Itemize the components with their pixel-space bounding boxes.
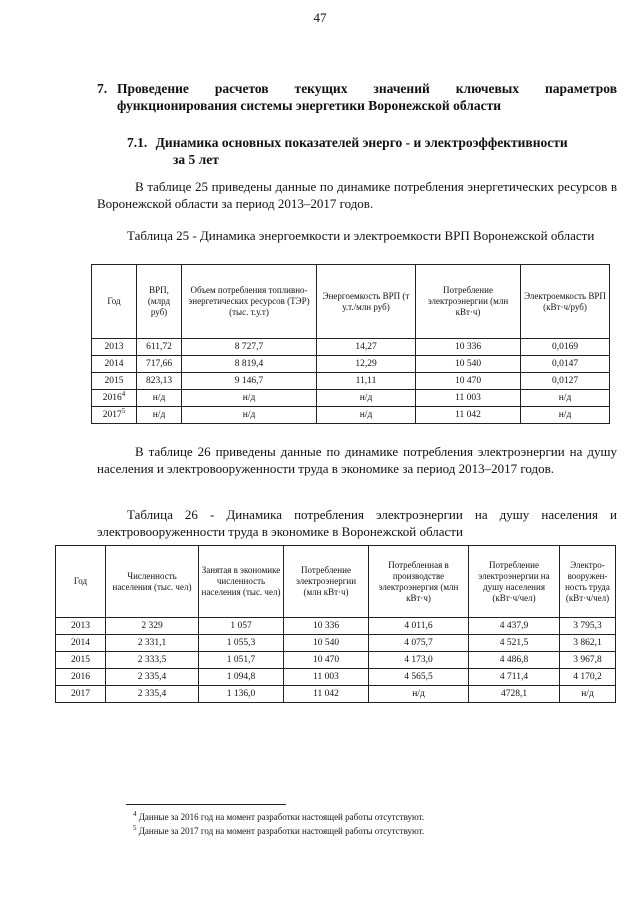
footnote-text: Данные за 2017 год на момент разработки настоящей работы отсутствуют.	[138, 826, 425, 836]
t25-energy: 11,11	[317, 373, 416, 390]
table-25	[91, 264, 610, 424]
t25-year: 2015	[92, 373, 137, 390]
t26-year: 2017	[56, 686, 106, 703]
t26-per-capita: 4 486,8	[469, 652, 560, 669]
t26-production: н/д	[369, 686, 469, 703]
footnote-mark: 5	[133, 824, 137, 832]
t26-production: 4 173,0	[369, 652, 469, 669]
t26-employed: 1 136,0	[199, 686, 284, 703]
t26-header-year: Год	[56, 546, 106, 618]
t25-vrp: 823,13	[137, 373, 182, 390]
table-row	[92, 407, 610, 424]
t26-header-population: Численность населения (тыс. чел)	[106, 546, 199, 618]
footnote-4	[133, 812, 424, 823]
t25-elec: 10 540	[416, 356, 521, 373]
t25-header-ter: Объем потребления топливно-энергетических ресурсов (ТЭР) (тыс. т.у.т)	[182, 265, 317, 339]
t25-vrp: 611,72	[137, 339, 182, 356]
subsection-heading	[127, 134, 617, 168]
t26-per-capita: 4728,1	[469, 686, 560, 703]
t26-year: 2014	[56, 635, 106, 652]
paragraph-1: В таблице 25 приведены данные по динамике потребления энергетических ресурсов в Воронежской области за период 2013–2017 годов.	[97, 179, 617, 211]
table-row	[56, 635, 616, 652]
t25-ter: 8 727,7	[182, 339, 317, 356]
t26-population: 2 329	[106, 618, 199, 635]
t26-production: 4 075,7	[369, 635, 469, 652]
t25-year: 2013	[92, 339, 137, 356]
t25-energy: 14,27	[317, 339, 416, 356]
t25-vrp: 717,66	[137, 356, 182, 373]
t26-employed: 1 057	[199, 618, 284, 635]
t26-header-production: Потребленная в производстве электроэнергия (млн кВт·ч)	[369, 546, 469, 618]
t26-electro-armed: 3 862,1	[560, 635, 616, 652]
t26-electricity: 10 540	[284, 635, 369, 652]
t26-employed: 1 094,8	[199, 669, 284, 686]
t25-elecint: 0,0147	[521, 356, 610, 373]
t26-header-employed: Занятая в экономике численность населения (тыс. чел)	[199, 546, 284, 618]
t26-header-electro-armed: Электро-вооружен-ность труда (кВт·ч/чел)	[560, 546, 616, 618]
subsection-number: 7.1.	[127, 135, 148, 150]
table-row	[56, 669, 616, 686]
t26-electricity: 10 470	[284, 652, 369, 669]
t25-header-vrp: ВРП, (млрд руб)	[137, 265, 182, 339]
t26-electro-armed: н/д	[560, 686, 616, 703]
section-title-line2: функционирования системы энергетики Воронежской области	[117, 98, 501, 113]
t26-population: 2 331,1	[106, 635, 199, 652]
table-row	[56, 686, 616, 703]
t26-electricity: 10 336	[284, 618, 369, 635]
t25-energy: 12,29	[317, 356, 416, 373]
t25-year: 2014	[92, 356, 137, 373]
t26-production: 4 011,6	[369, 618, 469, 635]
t25-vrp: н/д	[137, 407, 182, 424]
table-row	[56, 618, 616, 635]
footnote-5	[133, 826, 424, 837]
t25-year: 2017$^5$	[92, 407, 137, 424]
t26-per-capita: 4 437,9	[469, 618, 560, 635]
subsection-title-line2: за 5 лет	[173, 152, 219, 167]
t26-electro-armed: 3 795,3	[560, 618, 616, 635]
page-number: 47	[313, 10, 327, 25]
section-heading	[97, 80, 617, 114]
table-row	[56, 652, 616, 669]
t26-per-capita: 4 711,4	[469, 669, 560, 686]
t26-electricity: 11 003	[284, 669, 369, 686]
t26-population: 2 335,4	[106, 669, 199, 686]
t25-elec: 11 042	[416, 407, 521, 424]
t26-population: 2 333,5	[106, 652, 199, 669]
t26-header-per-capita: Потребление электроэнергии на душу населения (кВт·ч/чел)	[469, 546, 560, 618]
table-row	[92, 390, 610, 407]
t25-energy: н/д	[317, 407, 416, 424]
footnote-mark: 4	[133, 810, 137, 818]
t25-vrp: н/д	[137, 390, 182, 407]
t26-employed: 1 051,7	[199, 652, 284, 669]
table26-caption: Таблица 26 - Динамика потребления электроэнергии на душу населения и электровооруженности труда в экономике в Воронежской области	[97, 507, 617, 539]
t25-elecint: 0,0169	[521, 339, 610, 356]
t25-elecint: н/д	[521, 390, 610, 407]
t26-employed: 1 055,3	[199, 635, 284, 652]
t25-elec: 11 003	[416, 390, 521, 407]
footnote-divider	[126, 804, 286, 805]
subsection-title-line1: Динамика основных показателей энерго - и электроэффективности	[155, 135, 568, 150]
t25-elecint: н/д	[521, 407, 610, 424]
t25-energy: н/д	[317, 390, 416, 407]
section-number: 7.	[97, 81, 108, 96]
t26-year: 2015	[56, 652, 106, 669]
t25-elec: 10 470	[416, 373, 521, 390]
t26-production: 4 565,5	[369, 669, 469, 686]
t26-per-capita: 4 521,5	[469, 635, 560, 652]
t25-ter: н/д	[182, 407, 317, 424]
t26-year: 2016	[56, 669, 106, 686]
t26-year: 2013	[56, 618, 106, 635]
table-row	[92, 373, 610, 390]
t26-population: 2 335,4	[106, 686, 199, 703]
t26-electro-armed: 3 967,8	[560, 652, 616, 669]
t25-header-electricity: Потребление электроэнергии (млн кВт·ч)	[416, 265, 521, 339]
paragraph-2: В таблице 26 приведены данные по динамике потребления электроэнергии на душу населения и электровооруженности труда в экономике за период 2013–2017 годов.	[97, 444, 617, 476]
t26-electro-armed: 4 170,2	[560, 669, 616, 686]
footnote-text: Данные за 2016 год на момент разработки настоящей работы отсутствуют.	[138, 812, 425, 822]
table-26	[55, 545, 616, 703]
t25-header-year: Год	[92, 265, 137, 339]
t25-ter: 9 146,7	[182, 373, 317, 390]
section-title-line1: Проведение расчетов текущих значений ключевых параметров	[117, 81, 617, 96]
t26-electricity: 11 042	[284, 686, 369, 703]
table-row	[92, 356, 610, 373]
t25-ter: н/д	[182, 390, 317, 407]
t25-year: 2016$^4$	[92, 390, 137, 407]
table-row	[92, 339, 610, 356]
table25-caption: Таблица 25 - Динамика энергоемкости и электроемкости ВРП Воронежской области	[127, 228, 595, 243]
t25-elec: 10 336	[416, 339, 521, 356]
t26-header-electricity: Потребление электроэнергии (млн кВт·ч)	[284, 546, 369, 618]
t25-header-electro-intensity: Электроемкость ВРП (кВт·ч/руб)	[521, 265, 610, 339]
t25-ter: 8 819,4	[182, 356, 317, 373]
t25-header-energy-intensity: Энергоемкость ВРП (т у.т./млн руб)	[317, 265, 416, 339]
t25-elecint: 0,0127	[521, 373, 610, 390]
